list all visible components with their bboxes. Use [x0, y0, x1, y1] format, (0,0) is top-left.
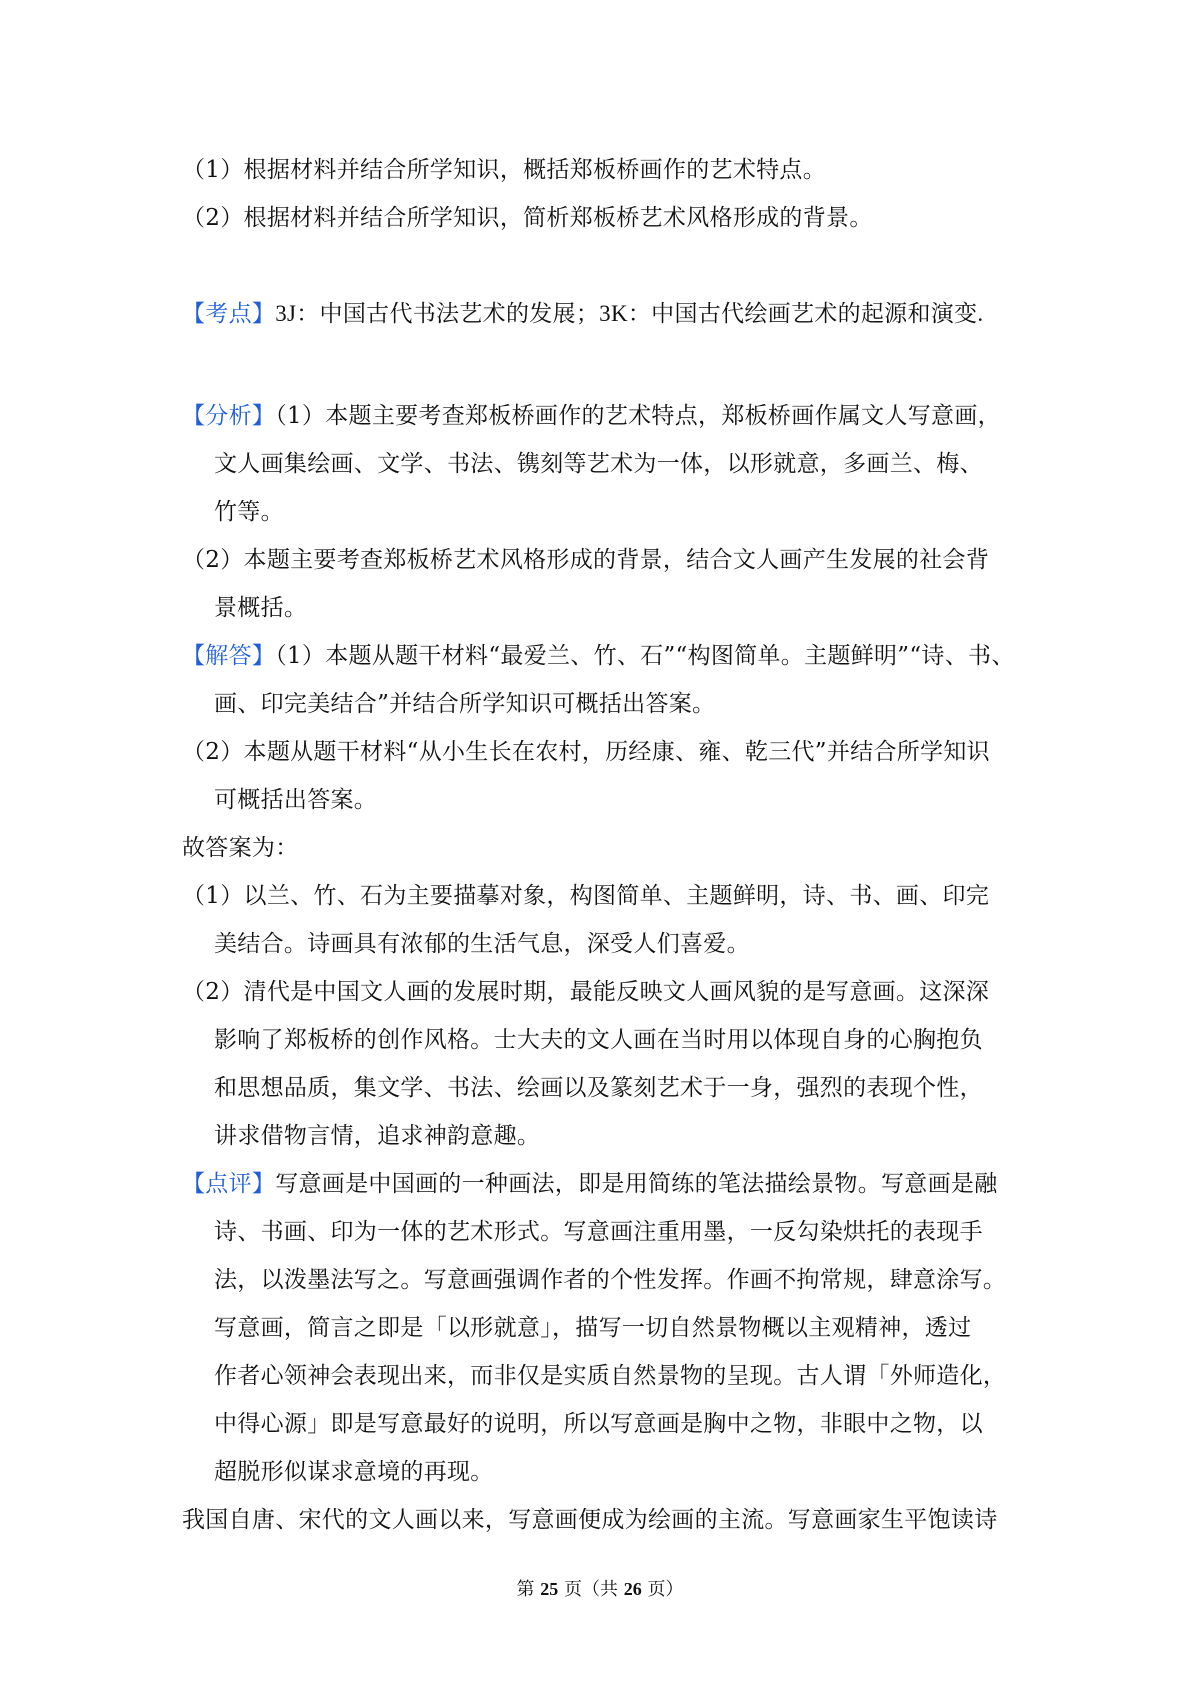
page-content: [182, 146, 1022, 1544]
jieda-line: 画、印完美结合”并结合所学知识可概括出答案。: [214, 691, 716, 717]
jieda-line: （1）本题从题干材料“最爱兰、竹、石”“构图简单。主题鲜明”“诗、书、: [275, 643, 1015, 669]
answer-intro: 故答案为：: [182, 835, 299, 861]
dianping-tag: 【点评】: [182, 1171, 276, 1197]
dianping-paragraph: [182, 1160, 1022, 1208]
jieda-line: 可概括出答案。: [214, 787, 378, 813]
footer-prefix: 第: [516, 1579, 535, 1600]
dianping-line: 法，以泼墨法写之。写意画强调作者的个性发挥。作画不拘常规，肆意涂写。: [214, 1267, 1007, 1293]
dianping-line: 写意画是中国画的一种画法，即是用简练的笔法描绘景物。写意画是融: [275, 1171, 998, 1197]
page-number: 25: [540, 1579, 559, 1599]
kaodian-paragraph: [182, 290, 1022, 338]
question-2: （2）根据材料并结合所学知识，简析郑板桥艺术风格形成的背景。: [182, 205, 873, 231]
jieda-paragraph: [182, 632, 1022, 680]
dianping-line: 作者心领神会表现出来，而非仅是实质自然景物的呈现。古人谓「外师造化，: [214, 1363, 1007, 1389]
dianping-line: 我国自唐、宋代的文人画以来，写意画便成为绘画的主流。写意画家生平饱读诗: [182, 1507, 998, 1533]
answer-line: 和思想品质，集文学、书法、绘画以及篆刻艺术于一身，强烈的表现个性，: [214, 1075, 983, 1101]
dianping-line: 中得心源」即是写意最好的说明，所以写意画是胸中之物，非眼中之物，以: [214, 1411, 983, 1437]
answer-line: 影响了郑板桥的创作风格。士大夫的文人画在当时用以体现自身的心胸抱负: [214, 1027, 983, 1053]
answer-line: （1）以兰、竹、石为主要描摹对象，构图简单、主题鲜明，诗、书、画、印完: [182, 883, 990, 909]
answer-line: （2）清代是中国文人画的发展时期，最能反映文人画风貌的是写意画。这深深: [182, 979, 990, 1005]
fenxi-line: 景概括。: [214, 595, 308, 621]
jieda-tag: 【解答】: [182, 643, 276, 669]
page-footer: [0, 1575, 1200, 1601]
fenxi-line: 竹等。: [214, 499, 284, 525]
dianping-line: 诗、书画、印为一体的艺术形式。写意画注重用墨，一反勾染烘托的表现手: [214, 1219, 983, 1245]
dianping-line: 超脱形似谋求意境的再现。: [214, 1459, 494, 1485]
kaodian-tag: 【考点】: [182, 301, 276, 327]
question-1: （1）根据材料并结合所学知识，概括郑板桥画作的艺术特点。: [182, 157, 827, 183]
dianping-line: 写意画，简言之即是「以形就意」，描写一切自然景物概以主观精神，透过: [214, 1315, 972, 1341]
fenxi-tag: 【分析】: [182, 403, 276, 429]
fenxi-line: （2）本题主要考查郑板桥艺术风格形成的背景，结合文人画产生发展的社会背: [182, 547, 990, 573]
jieda-line: （2）本题从题干材料“从小生长在农村，历经康、雍、乾三代”并结合所学知识: [182, 739, 990, 765]
answer-line: 讲求借物言情，追求神韵意趣。: [214, 1123, 541, 1149]
answer-line: 美结合。诗画具有浓郁的生活气息，深受人们喜爱。: [214, 931, 750, 957]
kaodian-text: 3J：中国古代书法艺术的发展；3K：中国古代绘画艺术的起源和演变.: [275, 301, 984, 326]
page-total: 26: [623, 1579, 642, 1599]
fenxi-line: （1）本题主要考查郑板桥画作的艺术特点，郑板桥画作属文人写意画，: [275, 403, 1001, 429]
footer-suffix: 页）: [647, 1579, 684, 1600]
fenxi-line: 文人画集绘画、文学、书法、镌刻等艺术为一体，以形就意，多画兰、梅、: [214, 451, 983, 477]
fenxi-paragraph: [182, 392, 1022, 440]
footer-mid: 页（共: [564, 1579, 618, 1600]
